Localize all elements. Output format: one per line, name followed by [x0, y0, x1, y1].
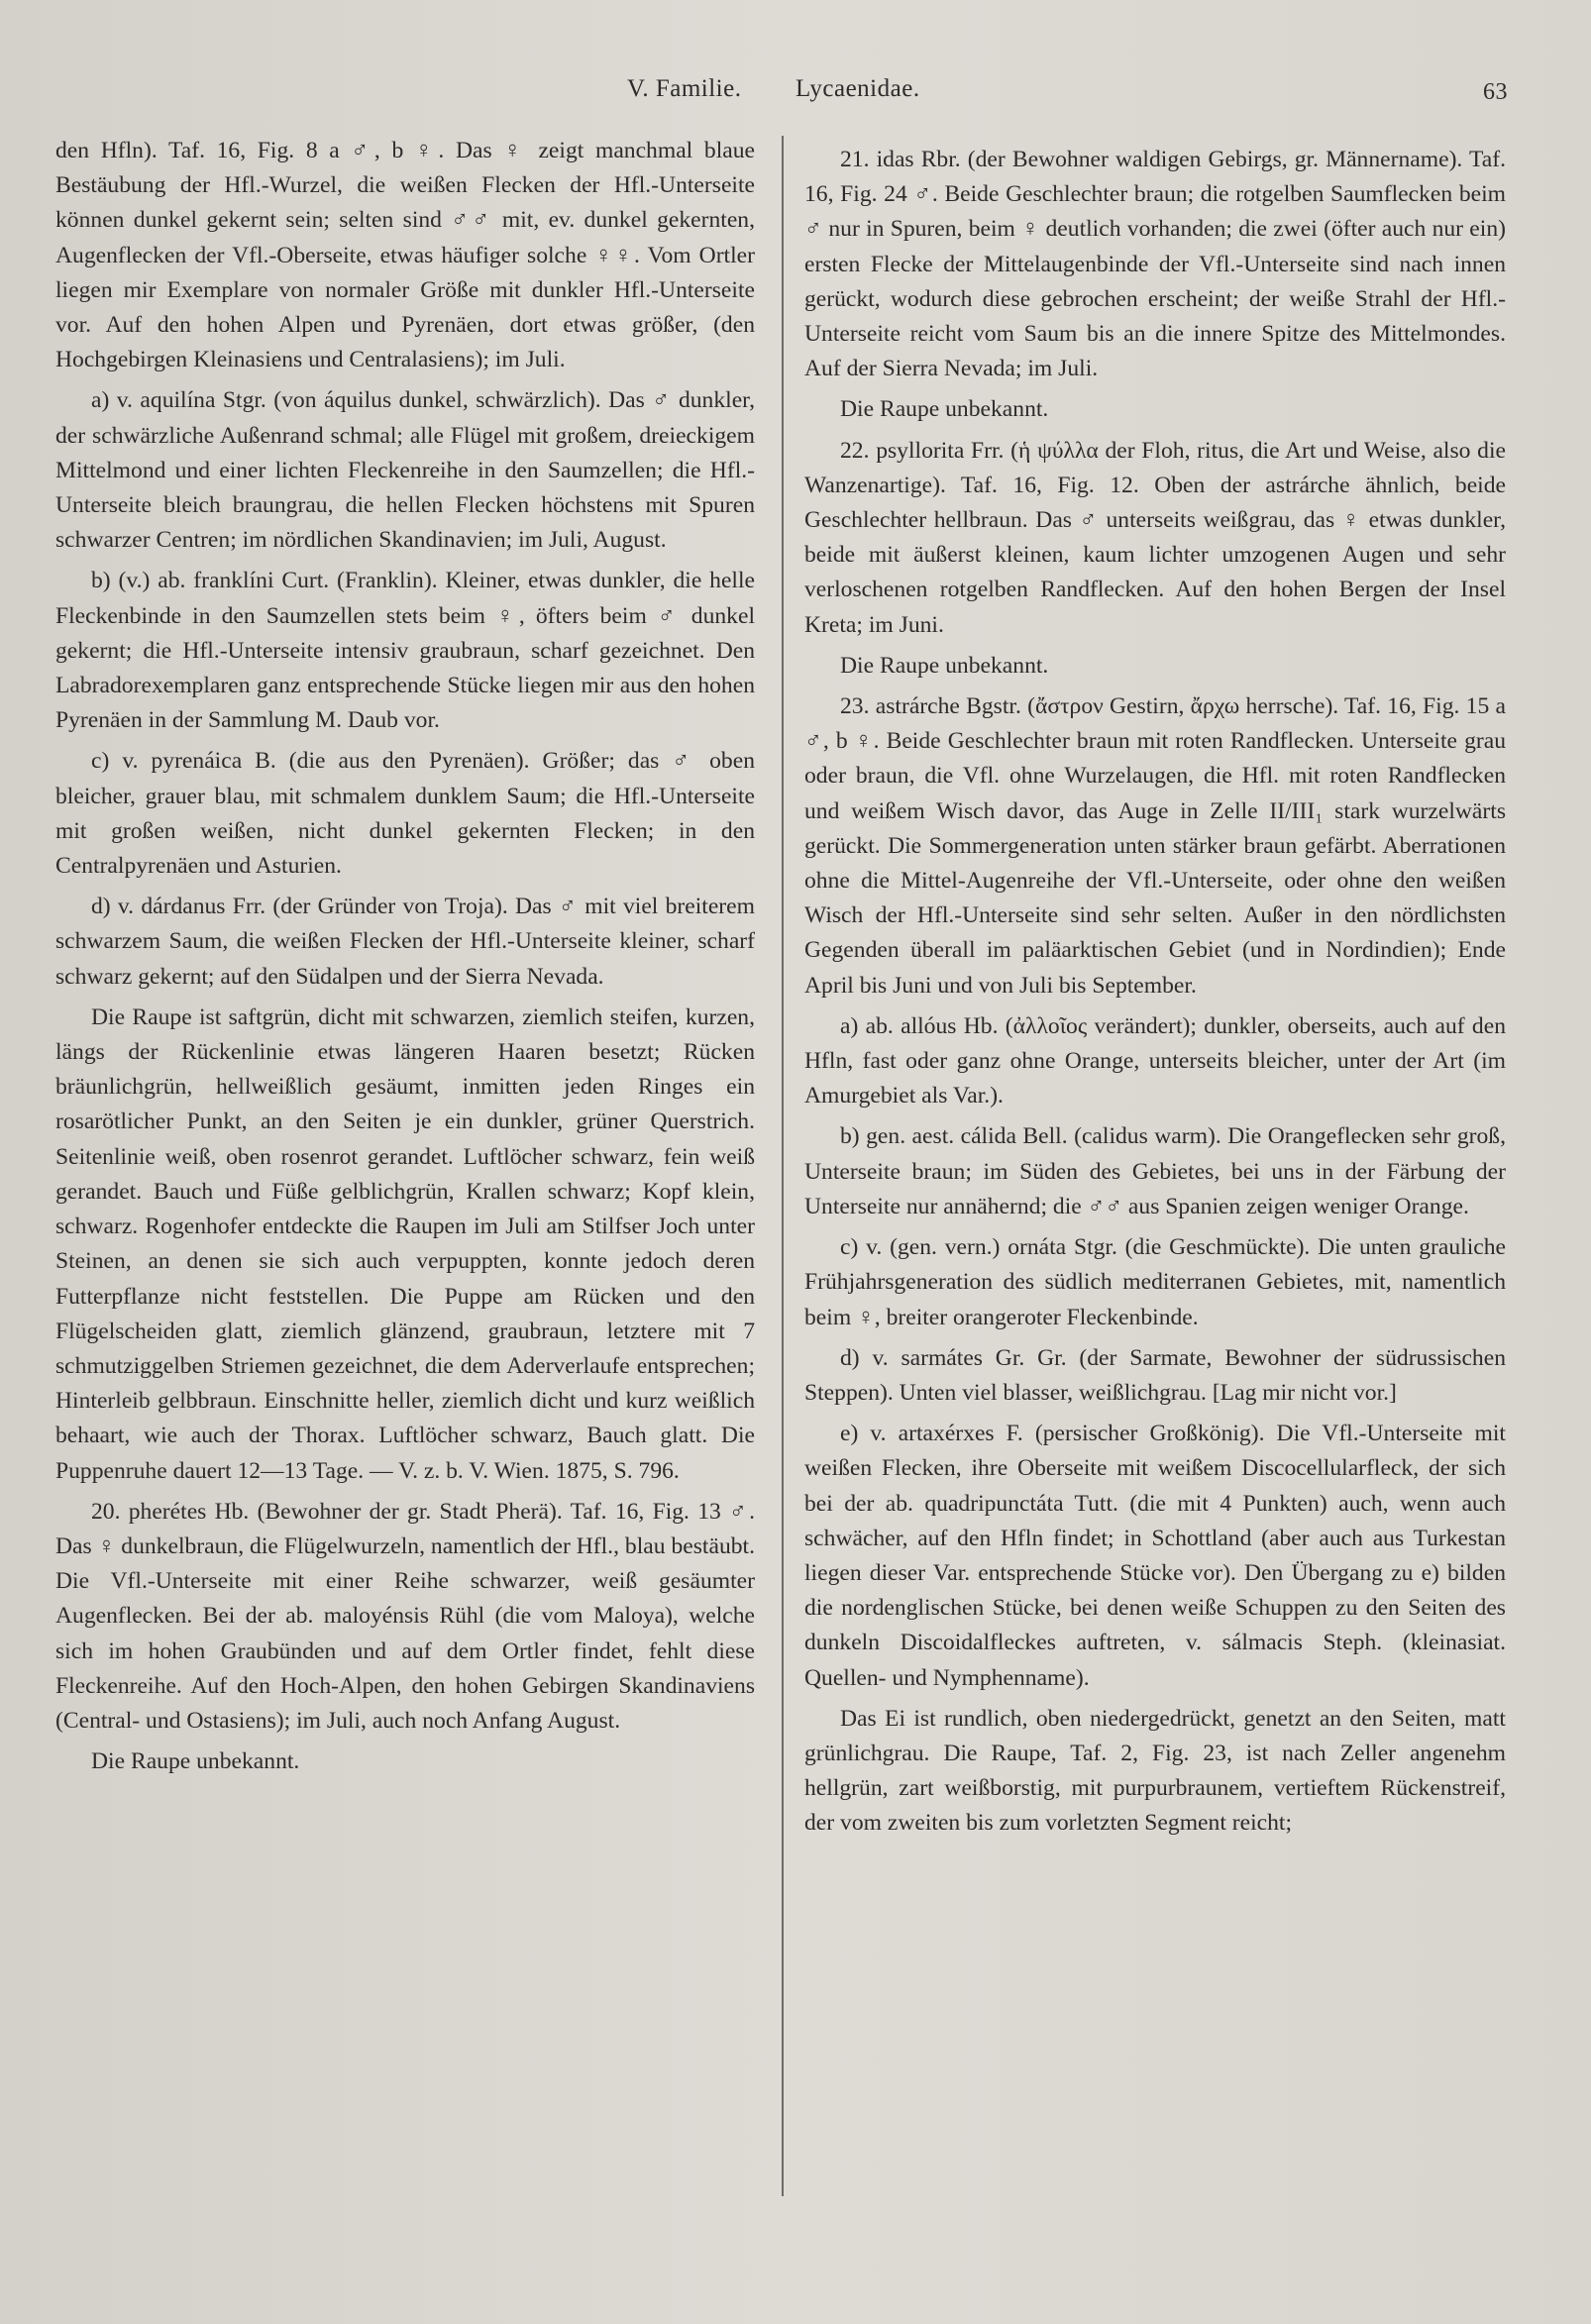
- paragraph: a) ab. allóus Hb. (ἀλλοῖος verändert); dunkler, oberseits, auch auf den Hfln, fast oder ganz ohne Orange, unterseits bleicher, unter der Art (im Amurgebiet als Var.).: [804, 1012, 1506, 1109]
- paragraph: b) (v.) ab. franklíni Curt. (Franklin). Kleiner, etwas dunkler, die helle Fleckenbinde in den Saumzellen stets beim ♀, öfters beim ♂ dunkel gekernt; die Hfl.-Unterseite intensiv graubraun, scharf gezeichnet. Den Labradorexemplaren ganz entsprechende Stücke liegen mir aus den hohen Pyrenäen in der Sammlung M. Daub vor.: [55, 568, 755, 734]
- paragraph: Die Raupe ist saftgrün, dicht mit schwarzen, ziemlich steifen, kurzen, längs der Rückenlinie etwas längeren Haaren besetzt; Rücken bräunlichgrün, hellweißlich gesäumt, inmitten jeden Ringes ein rosarötlicher Punkt, an den Seiten je ein dunkler, grüner Querstrich. Seitenlinie weiß, oben rosenrot gerandet. Luftlöcher schwarz, fein weiß gerandet. Bauch und Füße gelblichgrün, Krallen schwarz; Kopf klein, schwarz. Rogenhofer entdeckte die Raupen im Juli am Stilfser Joch unter Steinen, an denen sie sich auch verpuppten, konnte jedoch deren Futterpflanze nicht feststellen. Die Puppe am Rücken und den Flügelscheiden glatt, ziemlich glänzend, graubraun, letztere mit 7 schmutziggelben Striemen gezeichnet, die dem Aderverlaufe entsprechen; Hinterleib gelbbraun. Einschnitte heller, ziemlich dicht und kurz weißlich behaart, wie auch der Thorax. Luftlöcher schwarz, Bauch glatt. Die Puppenruhe dauert 12—13 Tage. — V. z. b. V. Wien. 1875, S. 796.: [55, 1004, 755, 1484]
- paragraph: e) v. artaxérxes F. (persischer Großkönig). Die Vfl.-Unterseite mit weißen Flecken, ihre Oberseite mit weißem Discocellularfleck, der sich bei der ab. quadripunctáta Tutt. (die mit 4 Punkten) auch, wenn auch schwächer, auf den Hfln findet; in Schottland (aber auch aus Turkestan liegen dieser Var. entsprechende Stücke vor). Den Übergang zu e) bilden die nordenglischen Stücke, bei denen weiße Schuppen zu den Seiten des dunkeln Discoidalfleckes auftreten, v. sálmacis Steph. (kleinasiat. Quellen- und Nymphenname).: [804, 1421, 1506, 1691]
- paragraph: c) v. pyrenáica B. (die aus den Pyrenäen). Größer; das ♂ oben bleicher, grauer blau, mit schmalem dunklem Saum; die Hfl.-Unterseite mit großen weißen, nicht dunkel gekernten Flecken; in den Centralpyrenäen und Asturien.: [55, 748, 755, 880]
- running-header: [0, 75, 1591, 115]
- paragraph: c) v. (gen. vern.) ornáta Stgr. (die Geschmückte). Die unten grauliche Frühjahrsgeneration des südlich mediterranen Gebietes, mit, namentlich beim ♀, breiter orangeroter Fleckenbinde.: [804, 1234, 1506, 1330]
- right-column: [804, 143, 1506, 1848]
- page-number: 63: [1483, 79, 1508, 105]
- paragraph: Die Raupe unbekannt.: [840, 396, 1049, 423]
- paragraph: Die Raupe unbekannt.: [840, 652, 1049, 679]
- paragraph: b) gen. aest. cálida Bell. (calidus warm). Die Orangeflecken sehr groß, Unterseite braun; im Süden des Gebietes, bei uns in der Färbung der Unterseite nur annähernd; die ♂♂ aus Spanien zeigen weniger Orange.: [804, 1123, 1506, 1219]
- paragraph: d) v. dárdanus Frr. (der Gründer von Troja). Das ♂ mit viel breiterem schwarzem Saum, die weißen Flecken der Hfl.-Unterseite kleiner, scharf schwarz gekernt; auf den Südalpen und der Sierra Nevada.: [55, 894, 755, 990]
- paragraph: d) v. sarmátes Gr. Gr. (der Sarmate, Bewohner der südrussischen Steppen). Unten viel blasser, weißlichgrau. [Lag mir nicht vor.]: [804, 1344, 1506, 1406]
- paragraph: a) v. aquilína Stgr. (von áquilus dunkel, schwärzlich). Das ♂ dunkler, der schwärzliche Außenrand schmal; alle Flügel mit großem, dreieckigem Mittelmond und einer lichten Fleckenreihe in den Saumzellen; die Hfl.-Unterseite bleich braungrau, die hellen Flecken höchstens mit Spuren schwarzer Centren; im nördlichen Skandinavien; im Juli, August.: [55, 387, 755, 554]
- paragraph: den Hfln). Taf. 16, Fig. 8 a ♂, b ♀. Das ♀ zeigt manchmal blaue Bestäubung der Hfl.-Wurzel, die weißen Flecken der Hfl.-Unterseite können dunkel gekernt sein; selten sind ♂♂ mit, ev. dunkel gekernten, Augenflecken der Vfl.-Oberseite, etwas häufiger solche ♀♀. Vom Ortler liegen mir Exemplare von normaler Größe mit dunkler Hfl.-Unterseite vor. Auf den hohen Alpen und Pyrenäen, dort etwas größer, (den Hochgebirgen Kleinasiens und Centralasiens); im Juli.: [55, 138, 755, 373]
- paragraph: Das Ei ist rundlich, oben niedergedrückt, genetzt an den Seiten, matt grünlichgrau. Die Raupe, Taf. 2, Fig. 23, ist nach Zeller angenehm hellgrün, zart weißborstig, mit purpurbraunem, vertieftem Rückenstreif, der vom zweiten bis zum vorletzten Segment reicht;: [804, 1705, 1506, 1837]
- column-divider: [782, 136, 784, 2196]
- species-entry-psyllorita: 22. psyllorita Frr. (ἡ ψύλλα der Floh, ritus, die Art und Weise, also die Wanzenartige). Taf. 16, Fig. 12. Oben der astrárche ähnlich, beide Geschlechter hellbraun. Das ♂ unterseits weißgrau, das ♀ etwas dunkler, beide mit äußerst kleinen, kaum lichter umzogenen Augen und sehr verloschenen rotgelben Randflecken. Auf den hohen Bergen der Insel Kreta; im Juni.: [804, 437, 1506, 638]
- header-subfamily: Lycaenidae.: [796, 75, 920, 102]
- species-entry-idas: 21. idas Rbr. (der Bewohner waldigen Gebirgs, gr. Männername). Taf. 16, Fig. 24 ♂. Beide Geschlechter braun; die rotgelben Saumflecken beim ♂ nur in Spuren, beim ♀ deutlich vorhanden; die zwei (öfter auch nur ein) ersten Flecke der Mittelaugenbinde der Vfl.-Unterseite sind nach innen gerückt, wodurch diese gebrochen erscheint; der weiße Strahl der Hfl.-Unterseite reicht vom Saum bis an die innere Spitze des Mittelmondes. Auf der Sierra Nevada; im Juli.: [804, 147, 1506, 382]
- paragraph: Die Raupe unbekannt.: [91, 1748, 300, 1775]
- species-entry-astrarche: 23. astrárche Bgstr. (ἄστρον Gestirn, ἄρχω herrsche). Taf. 16, Fig. 15 a ♂, b ♀. Beide Geschlechter braun mit roten Randflecken. Unterseite grau oder braun, die Vfl. ohne Wurzelaugen, die Hfl. mit roten Randflecken und weißem Wisch davor, das Auge in Zelle II/III₁ stark wurzelwärts gerückt. Die Sommergeneration unten stärker braun gefärbt. Aberrationen ohne die Mittel-Augenreihe der Vfl.-Unterseite, oder ohne den weißen Wisch der Hfl.-Unterseite sind sehr selten. Außer in den nördlichsten Gegenden überall im paläarktischen Gebiet (und in Nordindien); Ende April bis Juni und von Juli bis September.: [804, 693, 1506, 999]
- left-column: [55, 134, 755, 1785]
- species-entry-pheretes: 20. pherétes Hb. (Bewohner der gr. Stadt Pherä). Taf. 16, Fig. 13 ♂. Das ♀ dunkelbraun, die Flügelwurzeln, namentlich der Hfl., blau bestäubt. Die Vfl.-Unterseite mit einer Reihe schwarzer, weiß gesäumter Augenflecken. Bei der ab. maloyénsis Rühl (die vom Maloya), welche sich im hohen Graubünden und auf dem Ortler findet, fehlt diese Fleckenreihe. Auf den Hoch-Alpen, den hohen Gebirgen Skandinaviens (Central- und Ostasiens); im Juli, auch noch Anfang August.: [55, 1498, 755, 1734]
- header-family: V. Familie.: [627, 75, 742, 102]
